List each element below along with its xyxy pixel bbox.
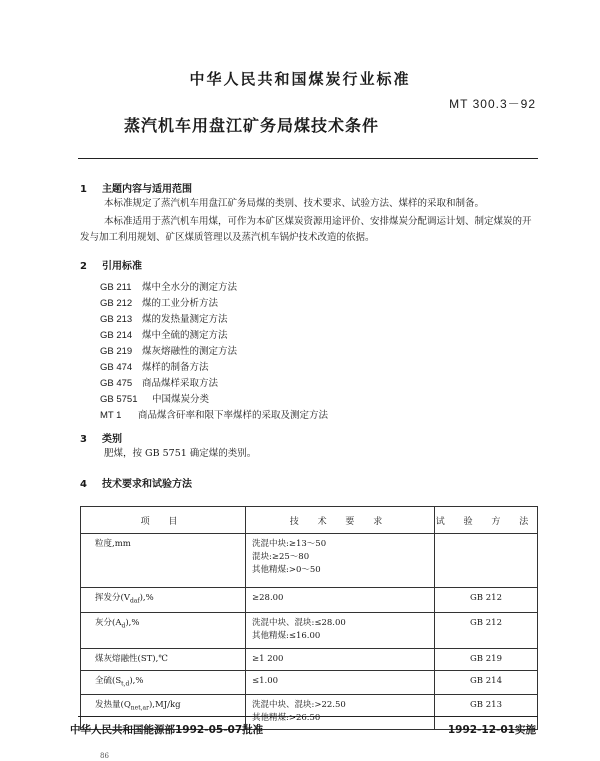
table-row xyxy=(81,670,538,695)
approval-line: 中华人民共和国能源部1992-05-07批准 xyxy=(70,724,264,736)
row-method xyxy=(435,534,538,588)
table-header-row xyxy=(81,507,538,534)
row-requirements: 洗混中块、混块:≤28.00 其他精煤:≤16.00 xyxy=(246,612,435,648)
row-method: GB 214 xyxy=(435,670,538,695)
standard-code: MT 300.3－92 xyxy=(449,97,536,111)
reference-list xyxy=(100,280,328,424)
section-1-paragraph-2: 本标准适用于蒸汽机车用煤，可作为本矿区煤炭资源用途评价、安排煤炭分配调运计划、制定煤炭的开发与加工利用规划、矿区煤质管理以及蒸汽机车锅炉技术改造的依据。 xyxy=(80,216,532,243)
reference-item: GB 214 煤中全硫的测定方法 xyxy=(100,330,228,341)
column-header-method: 试 验 方 法 xyxy=(435,507,538,534)
reference-item: GB 211 煤中全水分的测定方法 xyxy=(100,282,238,293)
row-method: GB 213 xyxy=(435,695,538,730)
row-item: 全硫$(S_{t,d}),\%$ xyxy=(81,670,246,695)
reference-item: GB 474 煤样的制备方法 xyxy=(100,362,209,373)
table-row xyxy=(81,648,538,670)
section-1-paragraph-1: 本标准规定了蒸汽机车用盘江矿务局煤的类别、技术要求、试验方法、煤样的采取和制备。 xyxy=(104,198,485,209)
row-requirements: ≥1 200 xyxy=(246,648,435,670)
table-row xyxy=(81,588,538,613)
reference-item: GB 5751 中国煤炭分类 xyxy=(100,394,210,405)
section-3-paragraph: 肥煤，按 GB 5751 确定煤的类别。 xyxy=(104,448,257,459)
row-item: 挥发分$(V_{daf}),\%$ xyxy=(81,588,246,613)
reference-item: GB 219 煤灰熔融性的测定方法 xyxy=(100,346,238,357)
row-item: 粒度,mm xyxy=(81,534,246,588)
section-4-heading: 4 技术要求和试验方法 xyxy=(80,479,192,490)
table-row xyxy=(81,612,538,648)
row-requirements: ≤1.00 xyxy=(246,670,435,695)
implementation-date: 1992-12-01实施 xyxy=(447,724,536,736)
header-divider xyxy=(78,158,538,159)
row-requirements: 洗混中块:≥13～50 混块:≥25～80 其他精煤:>0～50 xyxy=(246,534,435,588)
column-header-requirements: 技 术 要 求 xyxy=(246,507,435,534)
page-number: 86 xyxy=(100,752,109,760)
column-header-item: 项 目 xyxy=(81,507,246,534)
row-requirements: 洗混中块、混块:>22.50 其他精煤:>26.50 xyxy=(246,695,435,730)
footer-divider xyxy=(78,716,538,717)
technical-requirements-table xyxy=(80,506,538,730)
document-title: 蒸汽机车用盘江矿务局煤技术条件 xyxy=(124,116,380,135)
reference-item: GB 475 商品煤样采取方法 xyxy=(100,378,219,389)
row-item: 煤灰熔融性(ST),℃ xyxy=(81,648,246,670)
row-item: 灰分$(A_d),\%$ xyxy=(81,612,246,648)
reference-item: GB 213 煤的发热量测定方法 xyxy=(100,314,228,325)
section-1-heading: 1 主题内容与适用范围 xyxy=(80,184,192,195)
row-item: 发热量$(Q_{net,ar}),MJ/kg$ xyxy=(81,695,246,730)
standard-type: 中华人民共和国煤炭行业标准 xyxy=(189,70,411,88)
section-2-heading: 2 引用标准 xyxy=(80,261,142,272)
table-row xyxy=(81,534,538,588)
row-method: GB 212 xyxy=(435,588,538,613)
section-3-heading: 3 类别 xyxy=(80,434,122,445)
reference-item: MT 1 商品煤含矸率和限下率煤样的采取及测定方法 xyxy=(100,410,329,421)
row-method: GB 219 xyxy=(435,648,538,670)
reference-item: GB 212 煤的工业分析方法 xyxy=(100,298,219,309)
row-method: GB 212 xyxy=(435,612,538,648)
row-requirements: ≥28.00 xyxy=(246,588,435,613)
